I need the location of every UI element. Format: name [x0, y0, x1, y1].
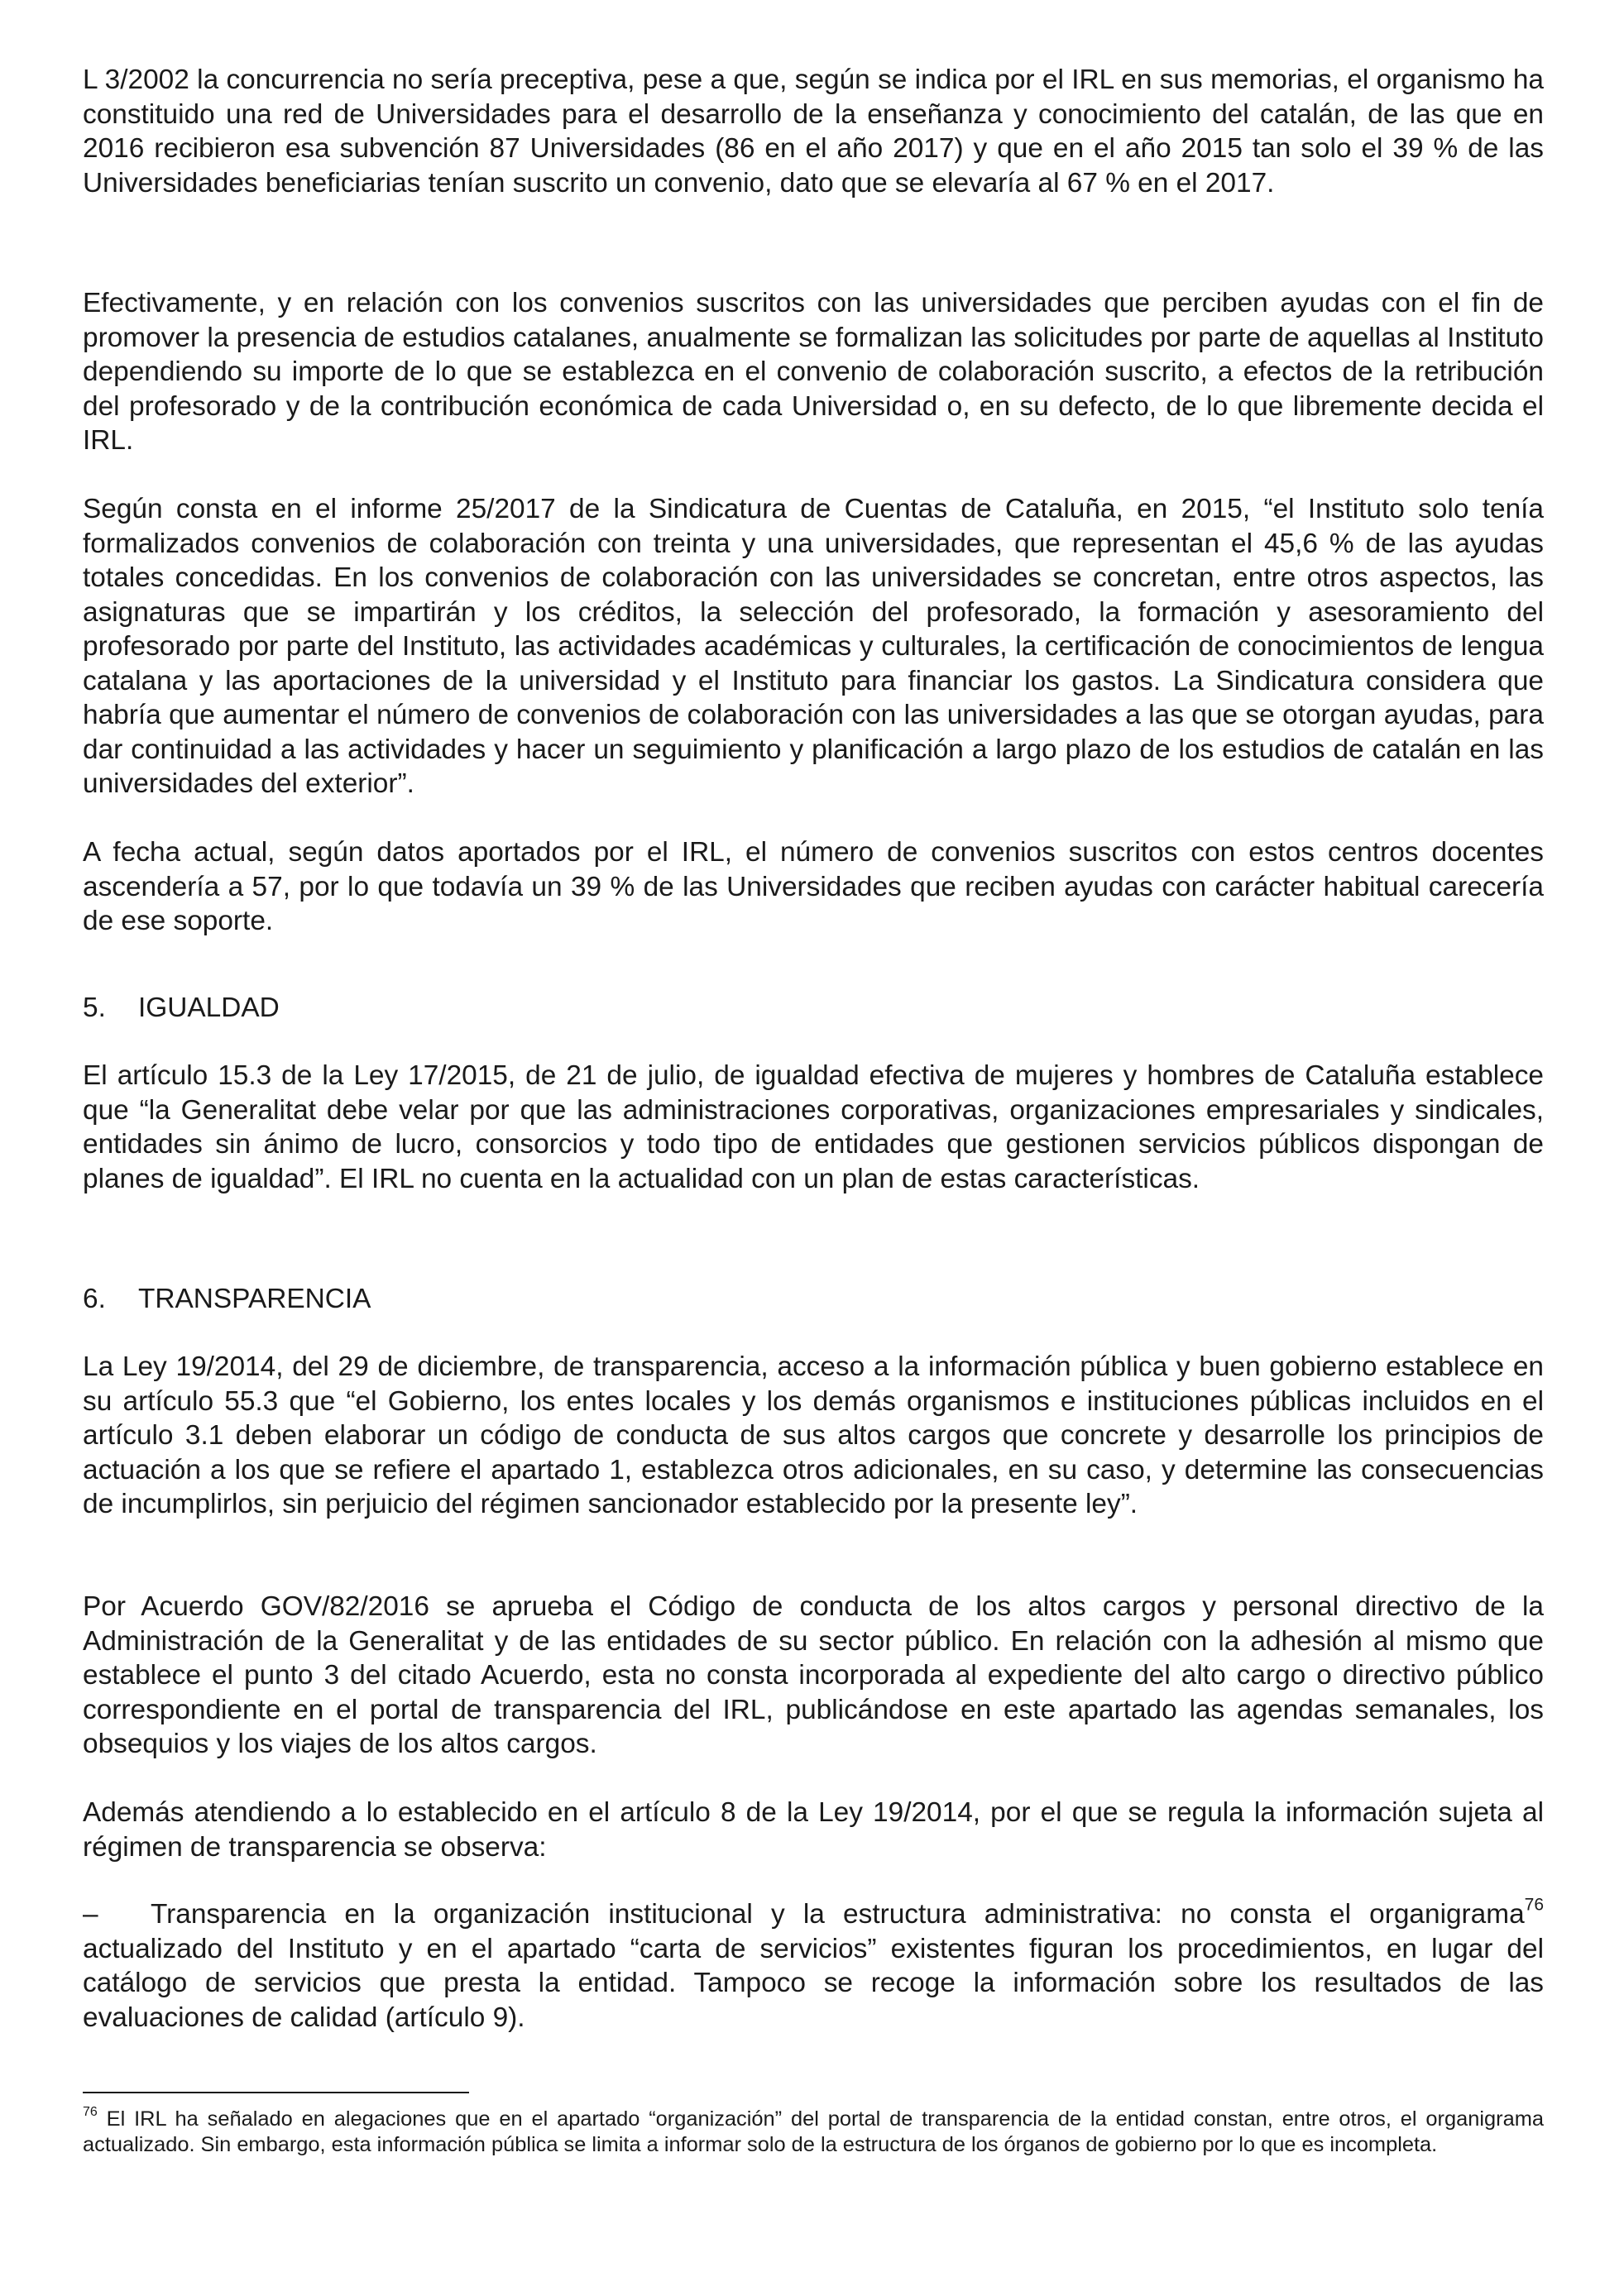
paragraph-igualdad: El artículo 15.3 de la Ley 17/2015, de 21 de julio, de igualdad efectiva de mujeres y hombres de Cataluña establece que “la Generalitat debe velar por que las administraciones corporativas, organizaciones empresariales y sindicales, entidades sin ánimo de lucro, consorcios y todo tipo de entidades que gestionen servicios públicos dispongan de planes de igualdad”. El IRL no cuenta en la actualidad con un plan de estas características.: [83, 1060, 1544, 1194]
paragraph-sindicatura-informe: Según consta en el informe 25/2017 de la Sindicatura de Cuentas de Cataluña, en 2015, “el Instituto solo tenía formalizados convenios de colaboración con treinta y una universidades, que representan el 45,6 % de las ayudas totales concedidas. En los convenios de colaboración con las universidades se concretan, entre otros aspectos, las asignaturas que se impartirán y los créditos, la selección del profesorado, la formación y asesoramiento del profesorado por parte del Instituto, las actividades académicas y culturales, la certificación de conocimientos de lengua catalana y las aportaciones de la universidad y el Instituto para financiar los gastos. La Sindicatura considera que habría que aumentar el número de convenios de colaboración con las universidades a las que se otorgan ayudas, para dar continuidad a las actividades y hacer un seguimiento y planificación a largo plazo de los estudios de catalán en las universidades del exterior”.: [83, 494, 1544, 799]
footnote-text: El IRL ha señalado en alegaciones que en el apartado “organización” del portal de transparencia de la entidad constan, entre otros, el organigrama actualizado. Sin embargo, esta información pública se limita a informar solo de la estructura de los órganos de gobierno por lo que es incompleta.: [83, 2107, 1544, 2156]
footnote-divider: [83, 2092, 469, 2093]
section-6-number: 6.: [83, 1284, 106, 1314]
paragraph-convenios-efectivamente: Efectivamente, y en relación con los convenios suscritos con las universidades que perciben ayudas con el fin de promover la presencia de estudios catalanes, anualmente se formalizan las solicitudes por parte de aquellas al Instituto dependiendo su importe de lo que se establezca en el convenio de colaboración suscrito, a efectos de la retribución del profesorado y de la contribución económica de cada Universidad o, en su defecto, de lo que libremente decida el IRL.: [83, 288, 1544, 456]
bullet-text-before: Transparencia en la organización institucional y la estructura administrativa: no consta el organigrama: [151, 1899, 1525, 1930]
paragraph-acuerdo-gov: Por Acuerdo GOV/82/2016 se aprueba el Código de conducta de los altos cargos y personal directivo de la Administración de la Generalitat y de las entidades de su sector público. En relación con la adhesión al mismo que establece el punto 3 del citado Acuerdo, esta no consta incorporada al expediente del alto cargo o directivo público correspondiente en el portal de transparencia del IRL, publicándose en este apartado las agendas semanales, los obsequios y los viajes de los altos cargos.: [83, 1591, 1544, 1759]
paragraph-ley-19-2014: La Ley 19/2014, del 29 de diciembre, de transparencia, acceso a la información pública y buen gobierno establece en su artículo 55.3 que “el Gobierno, los entes locales y los demás organismos e instituciones públicas incluidos en el artículo 3.1 deben elaborar un código de conducta de sus altos cargos que concrete y desarrolle los principios de actuación a los que se refiere el apartado 1, establezca otros adicionales, en su caso, y determine las consecuencias de incumplirlos, sin perjuicio del régimen sancionador establecido por la presente ley”.: [83, 1351, 1544, 1519]
paragraph-articulo-8: Además atendiendo a lo establecido en el artículo 8 de la Ley 19/2014, por el que se regula la información sujeta al régimen de transparencia se observa:: [83, 1797, 1544, 1863]
bullet-dash: –: [83, 1899, 98, 1930]
paragraph-fecha-actual: A fecha actual, según datos aportados por el IRL, el número de convenios suscritos con estos centros docentes ascendería a 57, por lo que todavía un 39 % de las Universidades que reciben ayudas con carácter habitual carecería de ese soporte.: [83, 837, 1544, 936]
paragraph-universidades-red: L 3/2002 la concurrencia no sería preceptiva, pese a que, según se indica por el IRL en sus memorias, el organismo ha constituido una red de Universidades para el desarrollo de la enseñanza y conocimiento del catalán, de las que en 2016 recibieron esa subvención 87 Universidades (86 en el año 2017) y que en el año 2015 tan solo el 39 % de las Universidades beneficiarias tenían suscrito un convenio, dato que se elevaría al 67 % en el 2017.: [83, 65, 1544, 199]
section-5-heading: [83, 991, 280, 1026]
footnote-number: 76: [83, 2105, 98, 2119]
section-6-title: TRANSPARENCIA: [138, 1284, 371, 1314]
section-5-title: IGUALDAD: [138, 993, 280, 1023]
footnote-reference[interactable]: 76: [1524, 1895, 1544, 1915]
footnote: [83, 2107, 1544, 2157]
bullet-item-transparencia-organizacion: [83, 1897, 1544, 2035]
bullet-text-after: actualizado del Instituto y en el apartado “carta de servicios” existentes figuran los procedimientos, en lugar del catálogo de servicios que presta la entidad. Tampoco se recoge la información sobre los resultados de las evaluaciones de calidad (artículo 9).: [83, 1933, 1544, 2033]
section-5-number: 5.: [83, 993, 106, 1023]
section-6-heading: [83, 1282, 371, 1317]
